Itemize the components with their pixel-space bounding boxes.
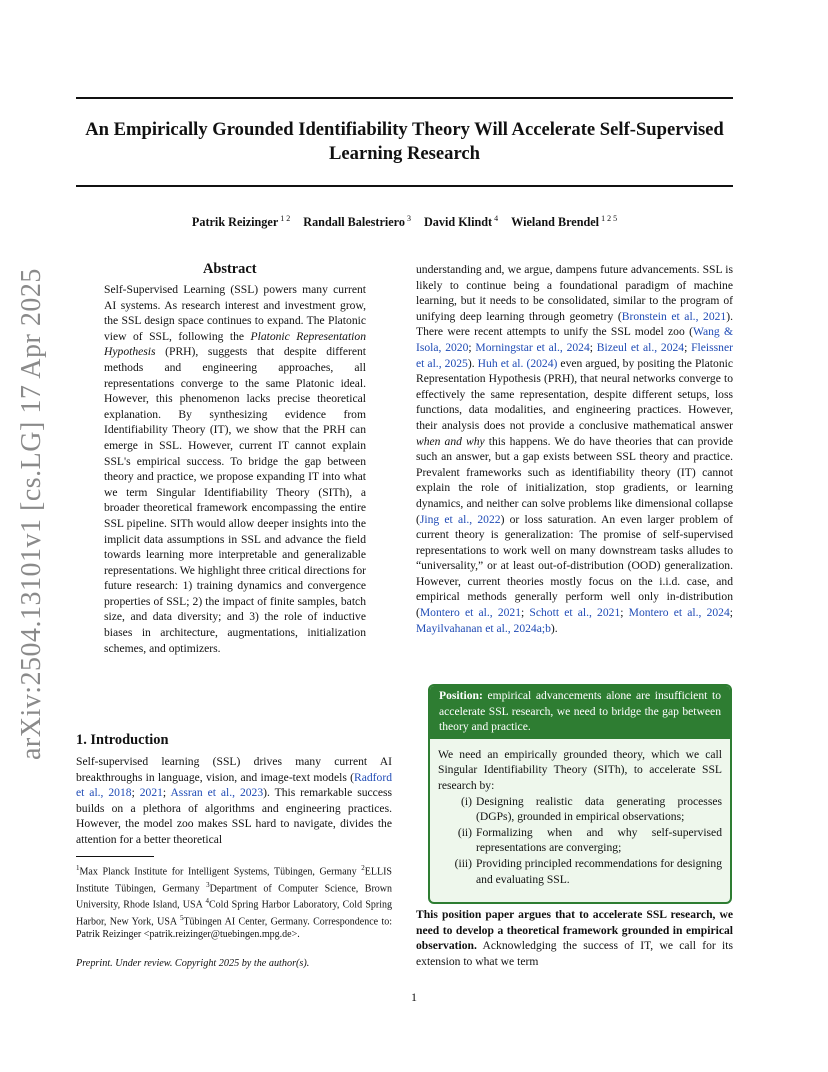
citation-link[interactable]: Schott et al., 2021	[529, 606, 621, 620]
list-item: (i) Designing realistic data generating processes (DGPs), grounded in empirical observations;	[461, 794, 722, 824]
abstract-body: Self-Supervised Learning (SSL) powers many current AI systems. As research interest and investment grow, the SSL design space continues to expand. The Platonic view of SSL, following the Platonic Representation Hypothesis (PRH), suggests that despite different methods and engineering approaches, all representations converge to the same Platonic ideal. However, this phenomenon lacks precise theoretical explanation. By synthesizing evidence from Identifiability Theory (IT), we show that the PRH can emerge in SSL. However, current IT cannot explain SSL's empirical success. To bridge the gap between theory and practice, we propose expanding IT into what we term Singular Identifiability Theory (SITh), a broader theoretical framework encompassing the entire SSL pipeline. SITh would allow deeper insights into the implicit data assumptions in SSL and advance the field towards learning more interpretable and generalizable representations. We highlight three critical directions for future research: 1) training dynamics and convergence properties of SSL; 2) the impact of finite samples, batch size, and data diversity; and 3) the role of inductive biases in architecture, augmentations, initialization schemes, and optimizers.	[104, 283, 366, 655]
list-item: (ii) Formalizing when and why self-supervised representations are converging;	[457, 825, 722, 855]
introduction-body: Self-supervised learning (SSL) drives many current AI breakthroughs in language, vision, and image-text models (Radford et al., 2018; 2021; Assran et al., 2023). This remarkable success builds on a plethora of algorithms and engineering practices. However, the model zoo makes SSL hard to navigate, divides the attention for a better theoretical	[76, 755, 392, 846]
citation-link[interactable]: Mayilvahanan et al., 2024a;b	[416, 621, 551, 635]
title-bottom-rule	[76, 185, 733, 187]
page-number: 1	[411, 990, 417, 1004]
arxiv-stamp: arXiv:2504.13101v1 [cs.LG] 17 Apr 2025	[16, 268, 47, 760]
author: Randall Balestriero $^3$	[303, 214, 411, 230]
list-item: (iii) Providing principled recommendations for designing and evaluating SSL.	[454, 856, 722, 886]
right-column-body: understanding and, we argue, dampens future advancements. SSL is likely to continue being a foundational paradigm of machine learning, but it needs to be consolidated, similar to the program of unifying deep learning through geometry (Bronstein et al., 2021). There were recent attempts to unify the SSL model zoo (Wang & Isola, 2020; Morningstar et al., 2024; Bizeul et al., 2024; Fleissner et al., 2025). Huh et al. (2024) even argued, by positing the Platonic Representation Hypothesis (PRH), that neural networks converge to effectively the same representation, despite different setups, loss functions, data modalities, and engineering practices. However, their analysis does not provide a conclusive mathematical answer when and why this happens. We do have theories that can provide such an answer, but a gap exists between SSL theory and practice. Prevalent frameworks such as identifiability theory (IT) cannot explain the role of initialization, stop gradients, or learning dynamics, and neither can solve problems like dimensional collapse (Jing et al., 2022) or loss saturation. An even larger problem of current theory is generalization: The promise of self-supervised representations to work well on many downstream tasks alludes to “universality,” or at least out-of-distribution (OOD) generalization. However, current theories mostly focus on the i.i.d. case, and empirical methods generally perform well only in-distribution (Montero et al., 2021; Schott et al., 2021; Montero et al., 2024; Mayilvahanan et al., 2024a;b).	[416, 263, 734, 635]
citation-link[interactable]: Radford et al., 2018	[76, 770, 392, 800]
citation-link[interactable]: Bronstein et al., 2021	[621, 309, 727, 323]
citation-link[interactable]: Morningstar et al., 2024	[475, 340, 590, 354]
author: Patrik Reizinger $^{1 2}$	[191, 214, 291, 230]
position-box	[428, 684, 732, 904]
citation-link[interactable]: Huh et al. (2024)	[477, 356, 558, 370]
position-box-body: We need an empirically grounded theory, which we call Singular Identifiability Theory (SITh), to accelerate SSL research by: (i) Designing realistic data generating processes (DGPs), grounded in empirical observations; (ii) Formalizing when and why self-supervised representations are converging; (iii) Providing principled recommendations for designing and evaluating SSL.	[438, 747, 722, 886]
position-statement: This position paper argues that to accelerate SSL research, we need to develop a theoretical framework grounded in empirical observation. Acknowledging the success of IT, we call for its extension to what we term	[416, 908, 733, 968]
citation-link[interactable]: 2021	[139, 786, 163, 800]
position-list	[438, 794, 722, 888]
preprint-note: Preprint. Under review. Copyright 2025 by the author(s).	[76, 958, 310, 969]
citation-link[interactable]: Montero et al., 2021	[419, 606, 522, 620]
citation-link[interactable]: Fleissner et al., 2025	[416, 340, 733, 370]
position-box-header: Position: empirical advancements alone are insufficient to accelerate SSL research, we need to bridge the gap between theory and practice.	[430, 686, 730, 739]
citation-link[interactable]: Bizeul et al., 2024	[596, 340, 685, 354]
top-rule	[76, 97, 733, 99]
footnote-rule	[76, 856, 154, 857]
author-list	[76, 214, 733, 230]
affiliations-footnote: $^1$Max Planck Institute for Intelligent Systems, Tübingen, Germany $^2$ELLIS Institute Tübingen, Germany $^3$Department of Computer Science, Brown University, Rhode Island, USA $^4$Cold Spring Harbor Laboratory, Cold Spring Harbor, New York, USA $^5$Tübingen AI Center, Germany. Correspondence to: Patrik Reizinger <patrik.reizinger@tuebingen.mpg.de>.	[76, 864, 393, 941]
abstract-heading: Abstract	[203, 261, 257, 277]
citation-link[interactable]: Assran et al., 2023	[170, 786, 264, 800]
citation-link[interactable]: Montero et al., 2024	[628, 606, 730, 620]
section-heading-introduction: 1. Introduction	[76, 732, 169, 748]
paper-title: An Empirically Grounded Identifiability Theory Will Accelerate Self-Supervised Learning Research	[85, 119, 724, 164]
citation-link[interactable]: Wang & Isola, 2020	[416, 325, 734, 354]
author: Wieland Brendel $^{1 2 5}$	[511, 214, 618, 230]
author: David Klindt $^4$	[424, 214, 499, 230]
citation-link[interactable]: Jing et al., 2022	[419, 512, 501, 526]
